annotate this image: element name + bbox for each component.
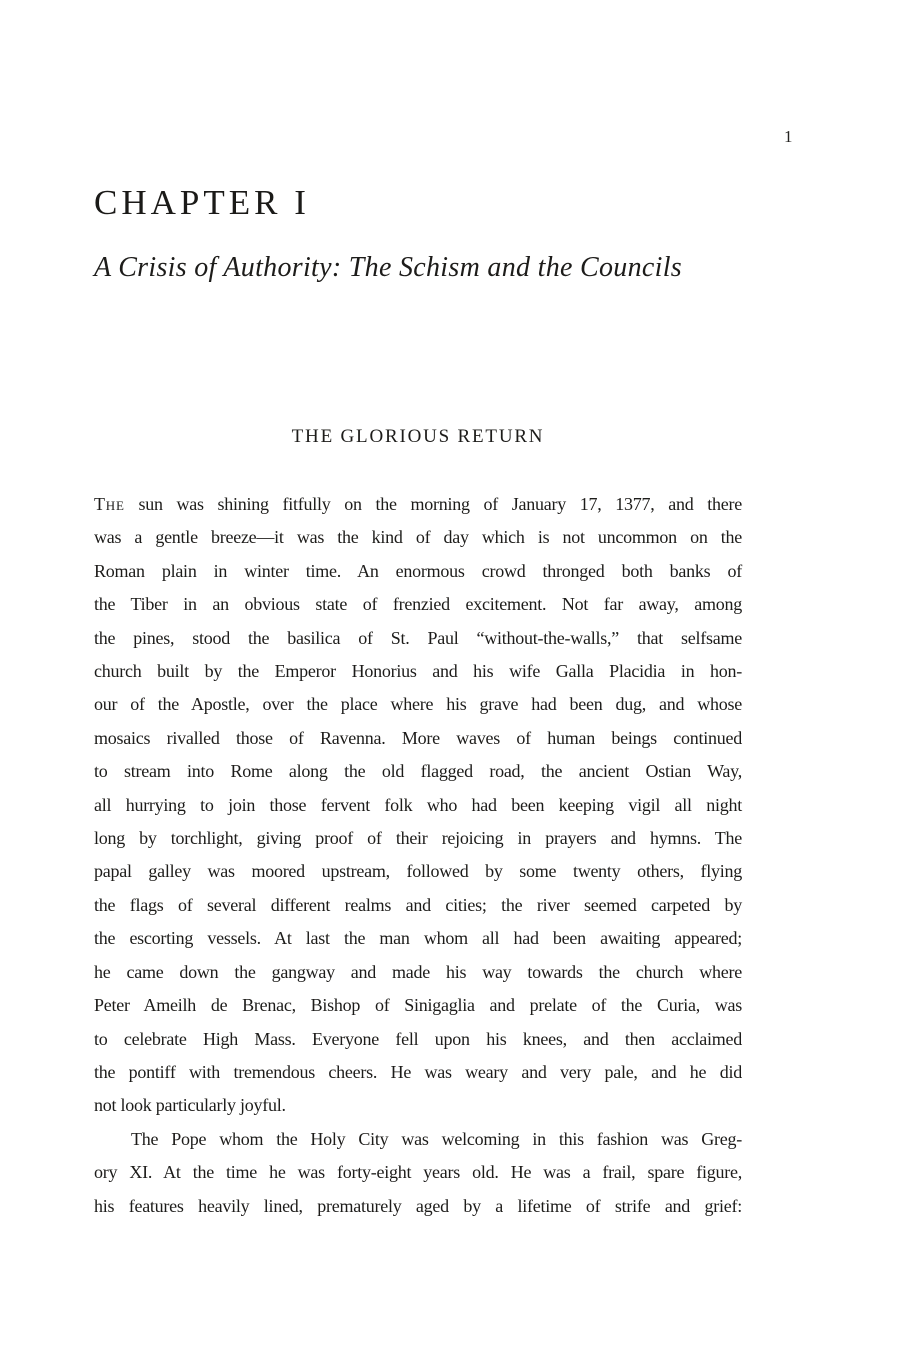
text-line: Roman plain in winter time. An enormous crowd thronged both banks of [94, 560, 742, 581]
text-line: The Pope whom the Holy City was welcoming in this fashion was Greg- [131, 1128, 742, 1149]
chapter-heading: CHAPTER I [94, 183, 310, 222]
text-line: was a gentle breeze—it was the kind of day which is not uncommon on the [94, 527, 742, 548]
chapter-subtitle: A Crisis of Authority: The Schism and the Councils [94, 252, 682, 283]
text-line: the flags of several different realms and cities; the river seemed carpeted by [94, 894, 742, 915]
text-line: all hurrying to join those fervent folk who had been keeping vigil all night [94, 794, 742, 815]
small-caps-lead: The [94, 494, 125, 514]
text-line: his features heavily lined, prematurely aged by a lifetime of strife and grief: [94, 1195, 742, 1216]
body-text [94, 488, 742, 1223]
text-line: to celebrate High Mass. Everyone fell upon his knees, and then acclaimed [94, 1028, 742, 1049]
page-number: 1 [784, 127, 794, 146]
text-line: the pontiff with tremendous cheers. He was weary and very pale, and he did [94, 1061, 742, 1082]
text-line: papal galley was moored upstream, followed by some twenty others, flying [94, 861, 742, 882]
text-line: our of the Apostle, over the place where his grave had been dug, and whose [94, 694, 742, 715]
text-line: not look particularly joyful. [94, 1095, 286, 1116]
paragraph [94, 488, 742, 1123]
text-line: the pines, stood the basilica of St. Paul “without-the-walls,” that selfsame [94, 627, 742, 648]
section-heading: THE GLORIOUS RETURN [291, 426, 545, 447]
text-line: Peter Ameilh de Brenac, Bishop of Sinigaglia and prelate of the Curia, was [94, 995, 742, 1016]
text-line: The sun was shining fitfully on the morning of January 17, 1377, and there [94, 494, 742, 514]
text-line: mosaics rivalled those of Ravenna. More waves of human beings continued [94, 727, 742, 748]
text-line: the escorting vessels. At last the man whom all had been awaiting appeared; [94, 928, 742, 949]
text-line: to stream into Rome along the old flagged road, the ancient Ostian Way, [94, 761, 742, 782]
text-line: long by torchlight, giving proof of their rejoicing in prayers and hymns. The [94, 828, 742, 849]
paragraph [94, 1123, 742, 1223]
text-line: ory XI. At the time he was forty-eight years old. He was a frail, spare figure, [94, 1162, 742, 1183]
text-line: he came down the gangway and made his way towards the church where [94, 961, 742, 982]
text-line: the Tiber in an obvious state of frenzied excitement. Not far away, among [94, 594, 742, 615]
text-line: church built by the Emperor Honorius and his wife Galla Placidia in hon- [94, 661, 742, 682]
